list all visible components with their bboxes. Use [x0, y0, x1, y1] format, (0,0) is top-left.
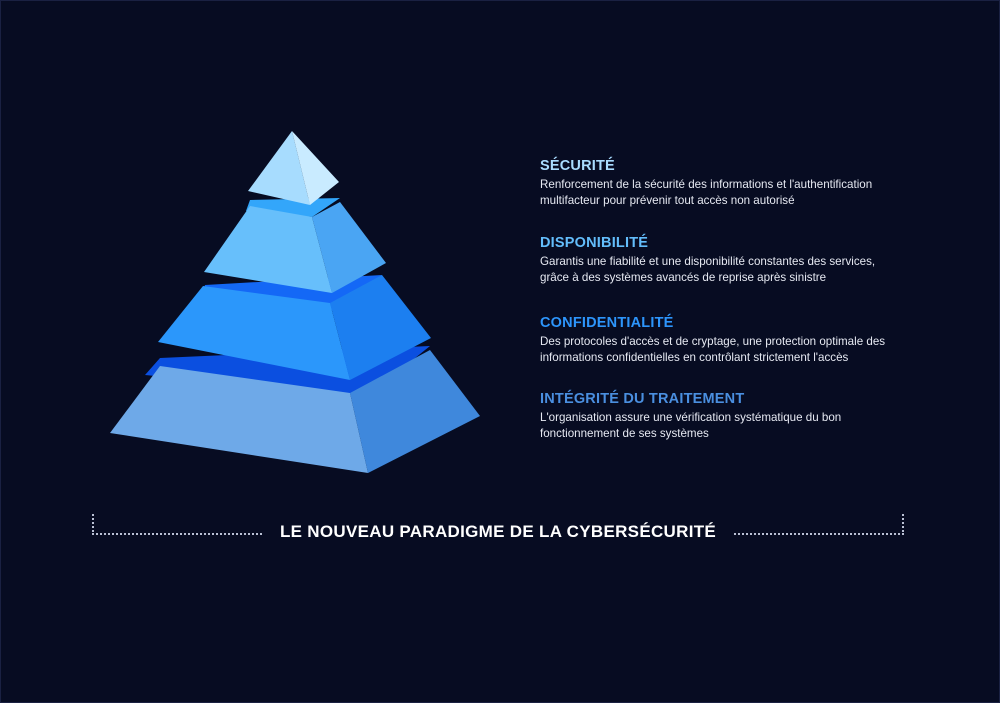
pyramid-svg: [100, 120, 500, 490]
pillar-description: Des protocoles d'accès et de cryptage, une protection optimale des informations confidentielles en contrôlant strictement l'accès: [540, 335, 886, 364]
pillar-description: Garantis une fiabilité et une disponibilité constantes des services, grâce à des systèmes avancés de reprise après sinistre: [540, 255, 876, 284]
banner-tick-right: [902, 514, 904, 532]
pillar-integrite: [540, 391, 920, 442]
banner: [88, 512, 908, 556]
banner-title: LE NOUVEAU PARADIGME DE LA CYBERSÉCURITÉ: [279, 522, 717, 541]
banner-dotted-line-right: [734, 533, 904, 535]
pillar-confidentialite: [540, 315, 920, 366]
pillar-title: CONFIDENTIALITÉ: [540, 315, 674, 331]
pillar-securite: [540, 158, 920, 209]
pillar-title: DISPONIBILITÉ: [540, 235, 649, 251]
pillar-description: L'organisation assure une vérification systématique du bon fonctionnement de ses systèmes: [540, 411, 842, 440]
pillar-disponibilite: [540, 235, 920, 286]
pyramid-diagram: [100, 120, 500, 490]
pillar-description: Renforcement de la sécurité des informations et l'authentification multifacteur pour prévenir tout accès non autorisé: [540, 178, 873, 207]
pillar-title: INTÉGRITÉ DU TRAITEMENT: [540, 391, 745, 407]
pillar-title: SÉCURITÉ: [540, 158, 615, 174]
